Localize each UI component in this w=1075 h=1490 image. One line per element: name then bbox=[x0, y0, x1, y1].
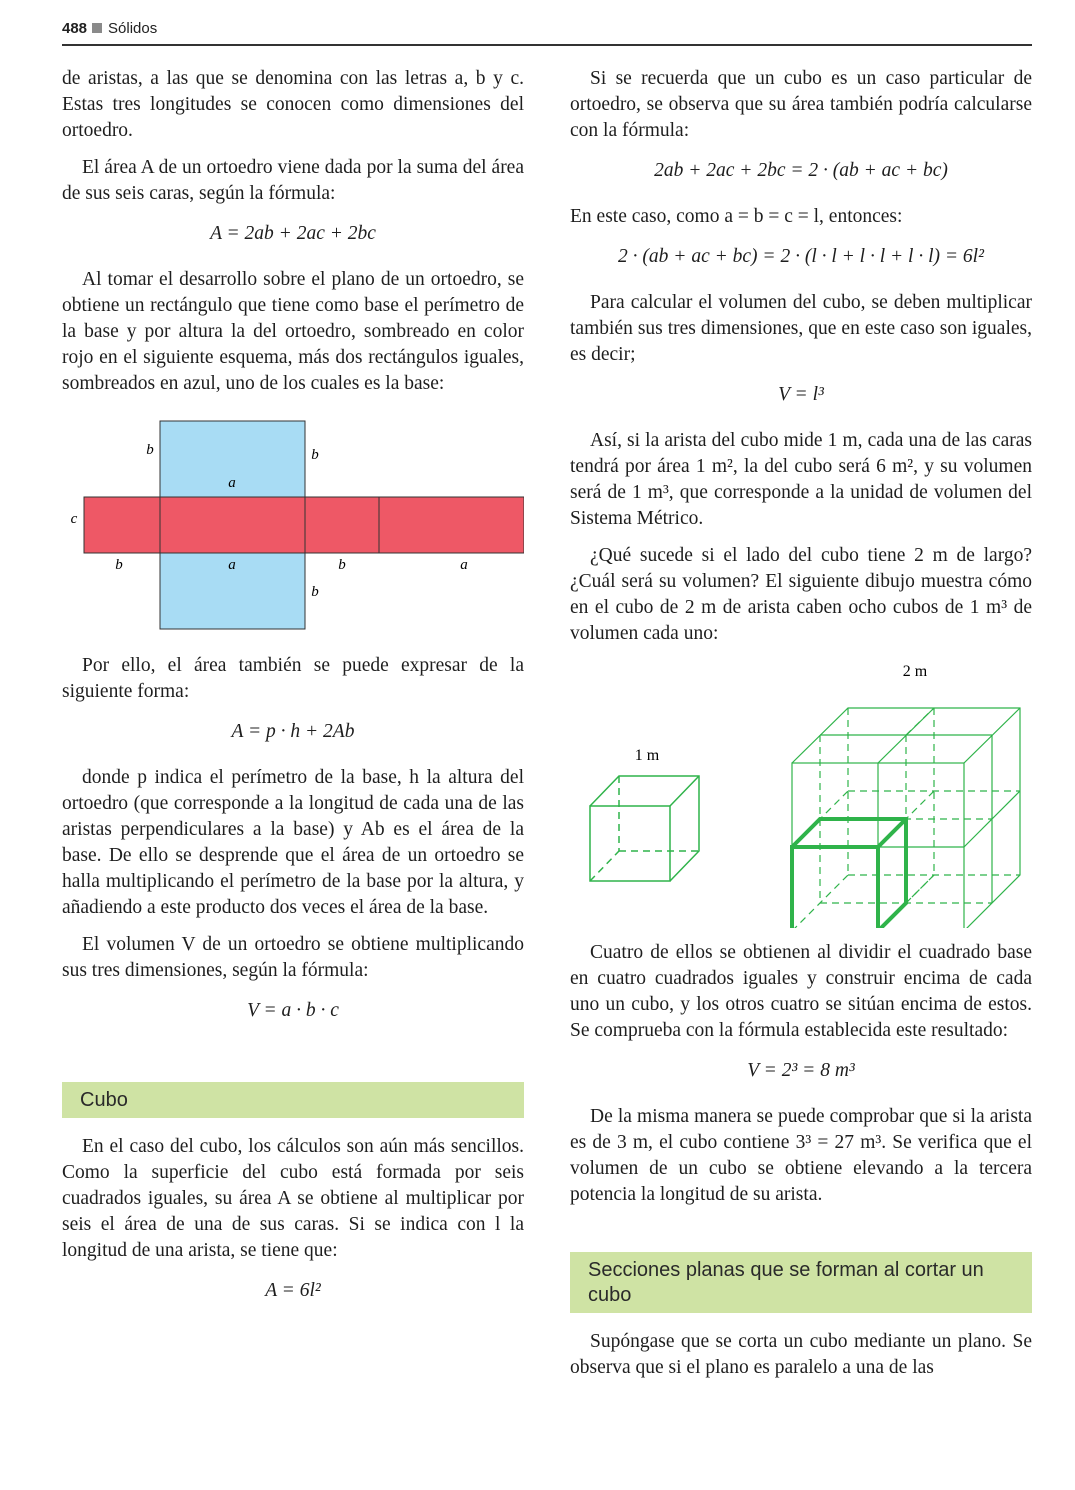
right-column bbox=[570, 66, 1032, 1392]
formula-volumen-cubo: V = l³ bbox=[778, 384, 824, 405]
ortoedro-net-diagram bbox=[62, 409, 524, 637]
formula-area-expandida: 2ab + 2ac + 2bc = 2 · (ab + ac + bc) bbox=[654, 160, 948, 181]
small-cube-icon bbox=[590, 776, 699, 881]
net-lateral-strip bbox=[84, 497, 524, 553]
net-label: b bbox=[338, 557, 346, 573]
section-title-cubo: Cubo bbox=[62, 1082, 524, 1118]
paragraph: ¿Qué sucede si el lado del cubo tiene 2 m de largo? ¿Cuál será su volumen? El siguiente dibujo muestra cómo en el cubo de 2 m de arista caben ocho cubos de 1 m³ de volumen cada uno: bbox=[570, 545, 1032, 644]
header-square-icon bbox=[92, 23, 102, 33]
net-label: b bbox=[311, 447, 319, 463]
paragraph: El área A de un ortoedro viene dada por la suma del área de sus seis caras, según la fórmula: bbox=[62, 157, 524, 204]
net-label: b bbox=[146, 442, 154, 458]
net-label: c bbox=[70, 511, 78, 527]
paragraph: Cuatro de ellos se obtienen al dividir el cuadrado base en cuatro cuadrados iguales y construir encima de cada uno un cubo, y los otros cuatro se sitúan encima de estos. Se comprueba con la fórmula establecida este resultado: bbox=[570, 942, 1032, 1041]
paragraph: Así, si la arista del cubo mide 1 m, cada una de las caras tendrá por área 1 m², la del cubo será 6 m², y su volumen será de 1 m³, que corresponde a la unidad de volumen del Sistema Métrico. bbox=[570, 430, 1032, 529]
highlighted-unit-cube bbox=[792, 819, 906, 928]
left-column bbox=[62, 66, 524, 1324]
net-label: a bbox=[460, 557, 468, 573]
paragraph: De la misma manera se puede comprobar que si la arista es de 3 m, el cubo contiene 3³ = 27 m³. Se verifica que el volumen de un cubo se obtiene elevando a la tercera potencia la longitud de su arista. bbox=[570, 1106, 1032, 1205]
page-header bbox=[62, 20, 1032, 46]
paragraph: En el caso del cubo, los cálculos son aún más sencillos. Como la superficie del cubo está formada por seis cuadrados iguales, su área A se obtiene al multiplicar por seis el área de una de sus caras. Si se indica con l la longitud de una arista, se tiene que: bbox=[62, 1136, 524, 1261]
net-label: b bbox=[115, 557, 123, 573]
paragraph: de aristas, a las que se denomina con las letras a, b y c. Estas tres longitudes se conocen como dimensiones del ortoedro. bbox=[62, 68, 524, 141]
net-label: a bbox=[228, 475, 236, 491]
formula-area-ortoedro: A = 2ab + 2ac + 2bc bbox=[210, 223, 376, 244]
net-label: b bbox=[311, 584, 319, 600]
paragraph: El volumen V de un ortoedro se obtiene multiplicando sus tres dimensiones, según la fórmula: bbox=[62, 934, 524, 981]
cubes-diagram bbox=[570, 658, 1032, 928]
section-title-secciones: Secciones planas que se forman al cortar un cubo bbox=[570, 1252, 1032, 1313]
net-label: a bbox=[228, 557, 236, 573]
formula-volumen-ortoedro: V = a · b · c bbox=[247, 1000, 339, 1021]
formula-area-cubo-l: 2 · (ab + ac + bc) = 2 · (l · l + l · l + l · l) = 6l² bbox=[618, 246, 984, 267]
paragraph: Si se recuerda que un cubo es un caso particular de ortoedro, se observa que su área también podría calcularse con la fórmula: bbox=[570, 68, 1032, 141]
paragraph: Por ello, el área también se puede expresar de la siguiente forma: bbox=[62, 655, 524, 702]
cubes-label-2m: 2 m bbox=[902, 663, 928, 680]
paragraph: Para calcular el volumen del cubo, se deben multiplicar también sus tres dimensiones, que en este caso son iguales, es decir; bbox=[570, 292, 1032, 365]
paragraph: Supóngase que se corta un cubo mediante un plano. Se observa que si el plano es paralelo a una de las bbox=[570, 1331, 1032, 1378]
formula-volumen-2m: V = 2³ = 8 m³ bbox=[747, 1060, 855, 1081]
paragraph: Al tomar el desarrollo sobre el plano de un ortoedro, se obtiene un rectángulo que tiene como base el perímetro de la base y por altura la del ortoedro, sombreado en color rojo en el siguiente esquema, más dos rectángulos iguales, sombreados en azul, uno de los cuales es la base: bbox=[62, 269, 524, 394]
formula-area-perimetro: A = p · h + 2Ab bbox=[231, 721, 355, 742]
header-section: Sólidos bbox=[108, 20, 158, 37]
formula-area-cubo: A = 6l² bbox=[265, 1280, 321, 1301]
paragraph: donde p indica el perímetro de la base, h la altura del ortoedro (que corresponde a la longitud de cada una de las aristas perpendiculares a la base) y Ab es el área de la base. De ello se desprende que el área de un ortoedro se halla multiplicando el perímetro de la base por la altura, y añadiendo a este producto dos veces el área de la base. bbox=[62, 767, 524, 918]
cubes-label-1m: 1 m bbox=[634, 747, 660, 764]
paragraph: En este caso, como a = b = c = l, entonces: bbox=[570, 206, 903, 227]
page-number: 488 bbox=[62, 20, 88, 37]
